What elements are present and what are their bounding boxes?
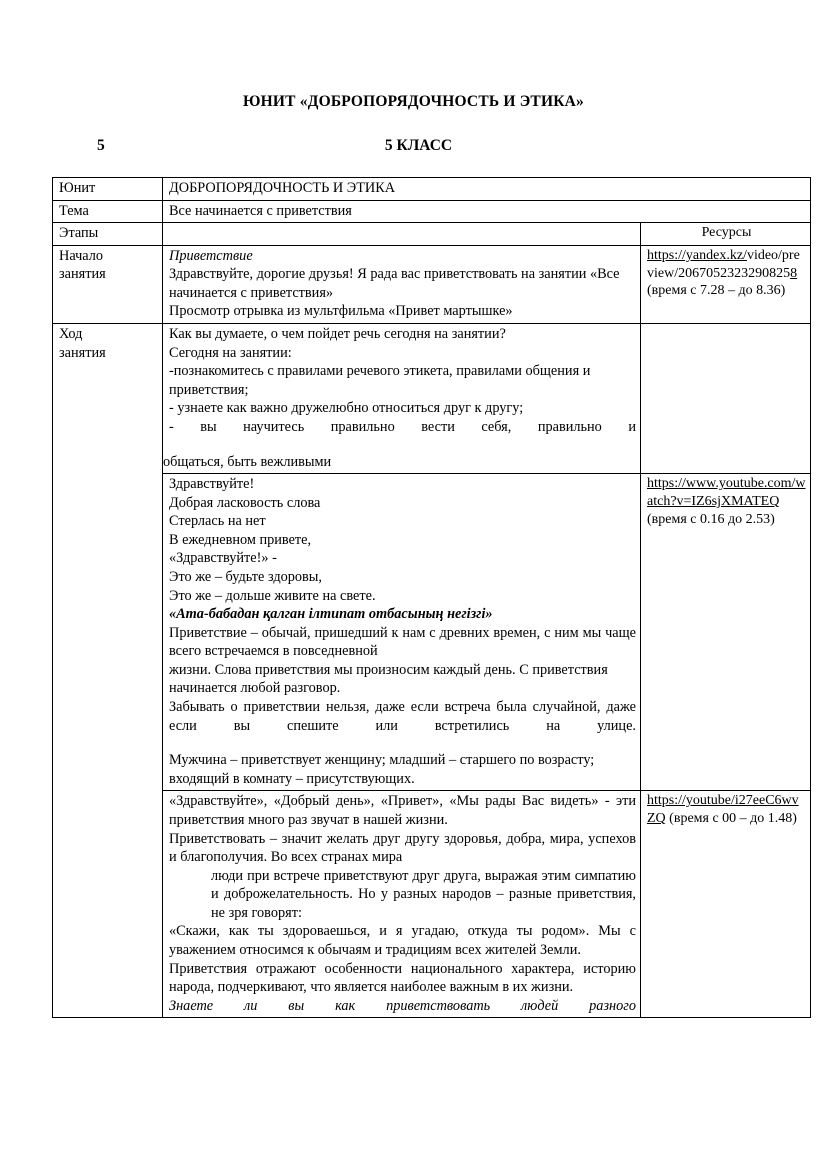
table-row-theme bbox=[53, 200, 811, 223]
greetings-paragraph-4: «Скажи, как ты здороваешься, и я угадаю, откуда ты родом». Мы с уважением относимся к обычаям и традициям всех жителей Земли. bbox=[169, 923, 636, 958]
start-subtitle: Приветствие bbox=[169, 247, 253, 264]
resource-link-yandex[interactable]: https://yandex.kz/ bbox=[647, 247, 747, 263]
start-line1: Здравствуйте, дорогие друзья! Я рада вас приветствовать на занятии «Все начинается с приветствия» bbox=[169, 266, 620, 301]
poem-paragraph-1: Приветствие – обычай, пришедший к нам с древних времен, с ним мы чаще всего встречаемся в повседневной bbox=[169, 624, 636, 660]
poem-line: Здравствуйте! bbox=[169, 476, 255, 493]
class-label: 5 КЛАСС bbox=[384, 137, 453, 154]
stage-progress-line2: занятия bbox=[59, 344, 106, 361]
resource-link-yandex-tail[interactable]: 8 bbox=[790, 265, 798, 281]
poem-spacer bbox=[169, 735, 636, 751]
table-row-start bbox=[53, 245, 811, 323]
page-title: ЮНИТ «ДОБРОПОРЯДОЧНОСТЬ И ЭТИКА» bbox=[242, 93, 585, 110]
progress-bullet-4: общаться, быть вежливыми bbox=[163, 453, 332, 470]
stage-start-line1: Начало bbox=[59, 247, 104, 264]
cell-greetings-resource bbox=[641, 791, 811, 1018]
poem-line: Стерлась на нет bbox=[169, 513, 266, 530]
stage-progress-line1: Ход bbox=[59, 326, 83, 343]
greetings-paragraph-2: Приветствовать – значит желать друг другу здоровья, добра, мира, успехов и благополучия. Во всех странах мира bbox=[169, 830, 636, 866]
progress-bullet-2: - узнаете как важно дружелюбно относиться друг к другу; bbox=[169, 400, 524, 417]
cell-stage-poem bbox=[53, 474, 163, 791]
cell-stage-greetings bbox=[53, 791, 163, 1018]
cell-theme-value: Все начинается с приветствия bbox=[163, 200, 811, 223]
cell-stage-progress bbox=[53, 324, 163, 474]
poem-paragraph-4: Мужчина – приветствует женщину; младший – старшего по возрасту; входящий в комнату – присутствующих. bbox=[169, 752, 595, 787]
greetings-paragraph-1: «Здравствуйте», «Добрый день», «Привет», «Мы рады Вас видеть» - эти приветствия много раз звучат в нашей жизни. bbox=[169, 793, 636, 828]
start-line2: Просмотр отрывка из мультфильма «Привет мартышке» bbox=[169, 303, 513, 320]
progress-question-1: Как вы думаете, о чем пойдет речь сегодня на занятии? bbox=[169, 326, 506, 343]
greetings-paragraph-3: люди при встрече приветствуют друг друга, выражая этим симпатию и доброжелательность. Но у разных народов – разные приветствия, не зря говорят: bbox=[211, 867, 636, 921]
cell-theme-label: Тема bbox=[53, 200, 163, 223]
cell-poem-resource bbox=[641, 474, 811, 791]
table-row-unit bbox=[53, 178, 811, 201]
table-row-progress bbox=[53, 324, 811, 474]
poem-line: В ежедневном привете, bbox=[169, 531, 312, 548]
greetings-paragraph-6: Знаете ли вы как приветствовать людей разного bbox=[169, 997, 636, 1014]
resource-time-note-1: (время с 7.28 – до 8.36) bbox=[647, 283, 786, 299]
subheading-row bbox=[0, 137, 827, 159]
stage-start-line2: занятия bbox=[59, 266, 106, 283]
cell-start-resource bbox=[641, 245, 811, 323]
resource-link-youtube-1[interactable]: https://www.youtube.com/watch?v=IZ6sjXMATEQ bbox=[647, 476, 806, 509]
poem-line: Это же – будьте здоровы, bbox=[169, 568, 322, 585]
cell-header-body bbox=[163, 223, 641, 246]
left-number: 5 bbox=[97, 137, 105, 154]
kazakh-proverb: «Ата-бабадан қалган ілтипат отбасының негізгі» bbox=[169, 606, 493, 623]
poem-line: Добрая ласковость слова bbox=[169, 494, 321, 511]
resource-link-yandex-rest[interactable]: video/preview/2067052323290825 bbox=[647, 247, 800, 281]
cell-progress-resource bbox=[641, 324, 811, 474]
cell-resources-label: Ресурсы bbox=[641, 223, 811, 246]
progress-spacer bbox=[169, 437, 636, 453]
resource-link-youtube-2[interactable]: https://youtube/i27eeC6wvZQ bbox=[647, 793, 799, 827]
resource-time-note-3: (время с 00 – до 1.48) bbox=[665, 811, 797, 827]
cell-poem-body bbox=[163, 474, 641, 791]
poem-paragraph-3: Забывать о приветствии нельзя, даже если встреча была случайной, даже если вы спешите или встретились на улице. bbox=[169, 699, 636, 734]
greetings-paragraph-5: Приветствия отражают особенности национального характера, историю народа, подчеркивают, что является наиболее важным в их жизни. bbox=[169, 960, 636, 996]
lesson-plan-table bbox=[52, 177, 811, 1018]
table-row-header bbox=[53, 223, 811, 246]
cell-greetings-body bbox=[163, 791, 641, 1018]
cell-stages-label: Этапы bbox=[53, 223, 163, 246]
cell-unit-label: Юнит bbox=[53, 178, 163, 201]
table-row-greetings bbox=[53, 791, 811, 1018]
resource-time-note-2: (время с 0.16 до 2.53) bbox=[647, 511, 775, 527]
progress-bullet-1: -познакомитесь с правилами речевого этикета, правилами общения и приветствия; bbox=[169, 363, 591, 398]
progress-bullet-3: - вы научитесь правильно вести себя, правильно и bbox=[169, 418, 636, 435]
poem-line: «Здравствуйте!» - bbox=[169, 550, 277, 567]
poem-paragraph-2: жизни. Слова приветствия мы произносим каждый день. С приветствия начинается любой разговор. bbox=[169, 661, 608, 697]
progress-question-2: Сегодня на занятии: bbox=[169, 344, 292, 361]
cell-stage-start bbox=[53, 245, 163, 323]
cell-start-body bbox=[163, 245, 641, 323]
cell-progress-body bbox=[163, 324, 641, 474]
poem-line: Это же – дольше живите на свете. bbox=[169, 587, 376, 604]
cell-unit-value: ДОБРОПОРЯДОЧНОСТЬ И ЭТИКА bbox=[163, 178, 811, 201]
table-row-poem bbox=[53, 474, 811, 791]
